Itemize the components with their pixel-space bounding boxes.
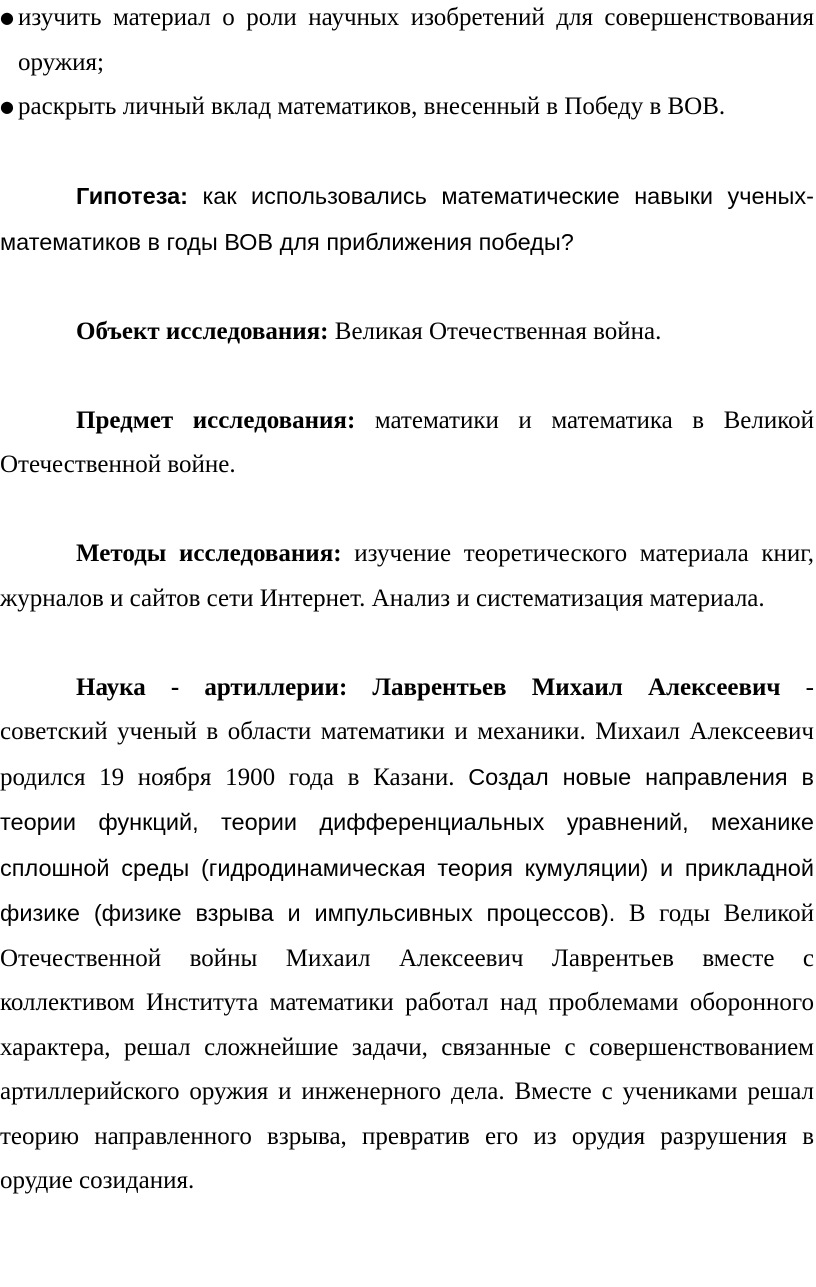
science-paragraph bbox=[0, 666, 814, 1204]
object-label: Объект исследования: bbox=[76, 317, 329, 345]
spacer bbox=[0, 265, 814, 310]
spacer bbox=[0, 130, 814, 175]
spacer bbox=[0, 354, 814, 399]
goal-text-1: изучить материал о роли научных изобретений для совершенствования оружия; bbox=[18, 4, 814, 76]
science-contributions: Создал новые направления в теории функций, теории дифференциальных уравнений, механике сплошной среды (гидродинамическая теория кумуляции) и прикладной физике (физике взрыва и импульсивных процессов). bbox=[0, 763, 814, 926]
scientist-name: Лаврентьев Михаил Алексеевич bbox=[347, 673, 781, 701]
goal-item-1 bbox=[0, 0, 814, 85]
science-intro: - советский ученый в области математики и механики. Михаил Алексеевич родился 19 ноября 1900 года в Казани. bbox=[0, 673, 814, 791]
spacer bbox=[0, 488, 814, 533]
methods-text: изучение теоретического материала книг, журналов и сайтов сети Интернет. Анализ и систематизация материала. bbox=[0, 540, 814, 612]
goal-text-2: раскрыть личный вклад математиков, внесенный в Победу в ВОВ. bbox=[18, 93, 726, 120]
goal-item-2 bbox=[0, 85, 814, 130]
science-outro: В годы Великой Отечественной войны Михаил Алексеевич Лаврентьев вместе с коллективом Института математики работал над проблемами оборонного характера, решал сложнейшие задачи, связанные с совершенствованием артиллерийского оружия и инженерного дела. Вместе с учениками решал теорию направленного взрыва, превратив его из орудия разрушения в орудие созидания. bbox=[0, 900, 815, 1194]
subject-text: математики и математика в Великой Отечественной войне. bbox=[0, 406, 815, 478]
spacer bbox=[0, 621, 814, 666]
subject-paragraph bbox=[0, 399, 814, 488]
bullet-icon: ● bbox=[0, 8, 14, 27]
hypothesis-text: как использовались математические навыки ученых-математиков в годы ВОВ для приближения победы? bbox=[0, 183, 814, 255]
hypothesis-paragraph bbox=[0, 174, 814, 265]
methods-paragraph bbox=[0, 532, 814, 621]
object-paragraph bbox=[0, 310, 814, 355]
hypothesis-label: Гипотеза: bbox=[76, 183, 188, 209]
subject-label: Предмет исследования: bbox=[76, 406, 356, 434]
bullet-icon: ● bbox=[0, 97, 14, 116]
science-label: Наука - артиллерии: bbox=[76, 673, 348, 701]
methods-label: Методы исследования: bbox=[76, 540, 342, 567]
object-text: Великая Отечественная война. bbox=[328, 317, 662, 345]
